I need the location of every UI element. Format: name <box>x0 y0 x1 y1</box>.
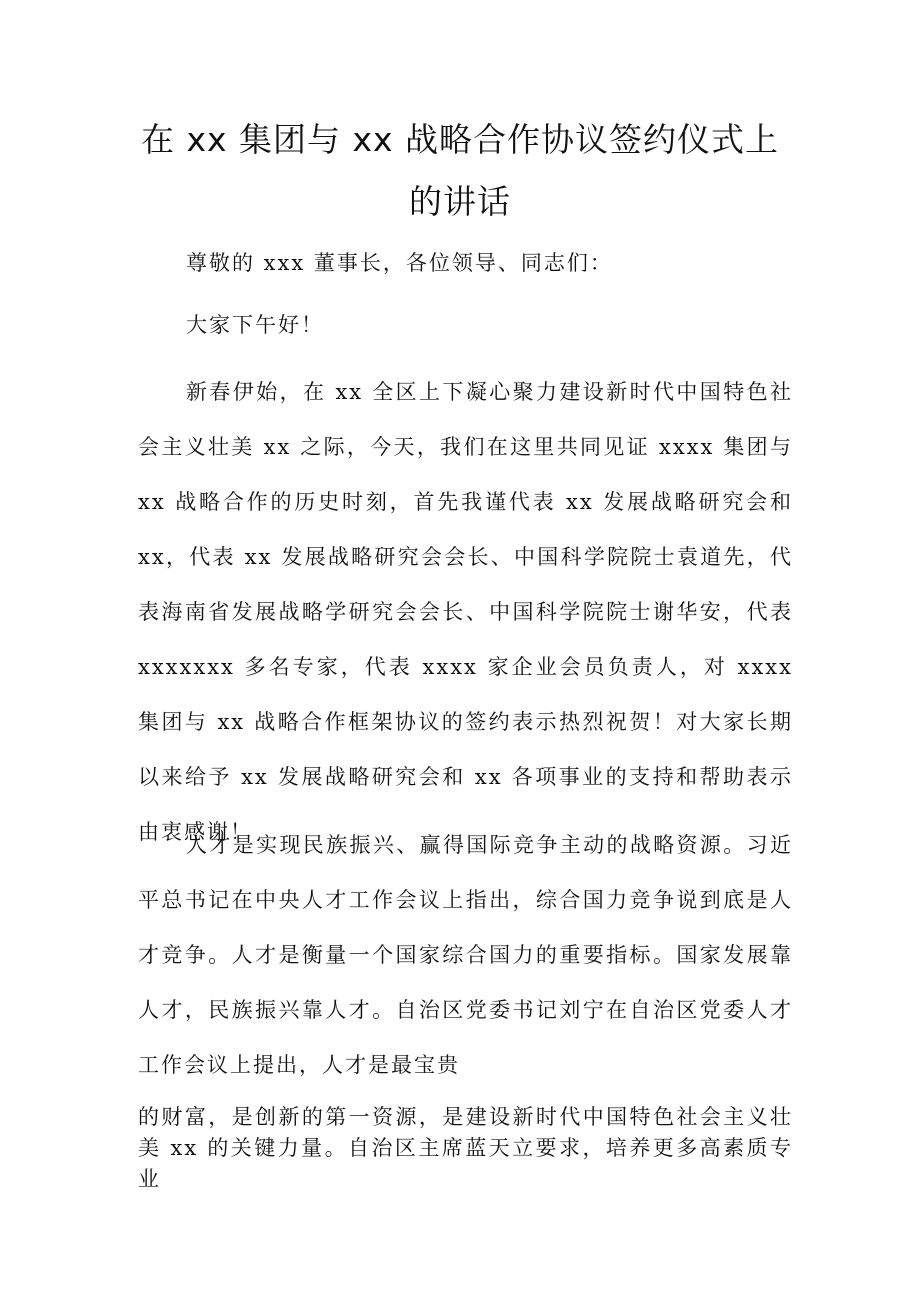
document-title-line-2: 的讲话 <box>409 182 511 221</box>
paragraph-3: 的财富，是创新的第一资源，是建设新时代中国特色社会主义壮美 xx 的关键力量。自治区主席蓝天立要求，培养更多高素质专业 <box>138 1105 793 1191</box>
salutation: 尊敬的 xxx 董事长，各位领导、同志们： <box>186 251 613 275</box>
paragraph-1: 新春伊始，在 xx 全区上下凝心聚力建设新时代中国特色社会主义壮美 xx 之际，今天，我们在这里共同见证 xxxx 集团与 xx 战略合作的历史时刻，首先我谨代表 xx 发展战略研究会和 xx，代表 xx 发展战略研究会会长、中国科学院院士袁道先，代表海南省发展战略学研究会会长、中国科学院院士谢华安，代表 xxxxxxx 多名专家，代表 xxxx 家企业会员负责人，对 xxxx 集团与 xx 战略合作框架协议的签约表示热烈祝贺！对大家长期以来给予 xx 发展战略研究会和 xx 各项事业的支持和帮助表示由衷感谢！ <box>138 380 793 844</box>
greeting: 大家下午好！ <box>186 313 324 337</box>
document-title-line-1: 在 xx 集团与 xx 战略合作协议签约仪式上 <box>140 120 780 159</box>
paragraph-2: 人才是实现民族振兴、赢得国际竞争主动的战略资源。习近平总书记在中央人才工作会议上指出，综合国力竞争说到底是人才竞争。人才是衡量一个国家综合国力的重要指标。国家发展靠人才，民族振兴靠人才。自治区党委书记刘宁在自治区党委人才工作会议上提出，人才是最宝贵 <box>138 833 793 1077</box>
